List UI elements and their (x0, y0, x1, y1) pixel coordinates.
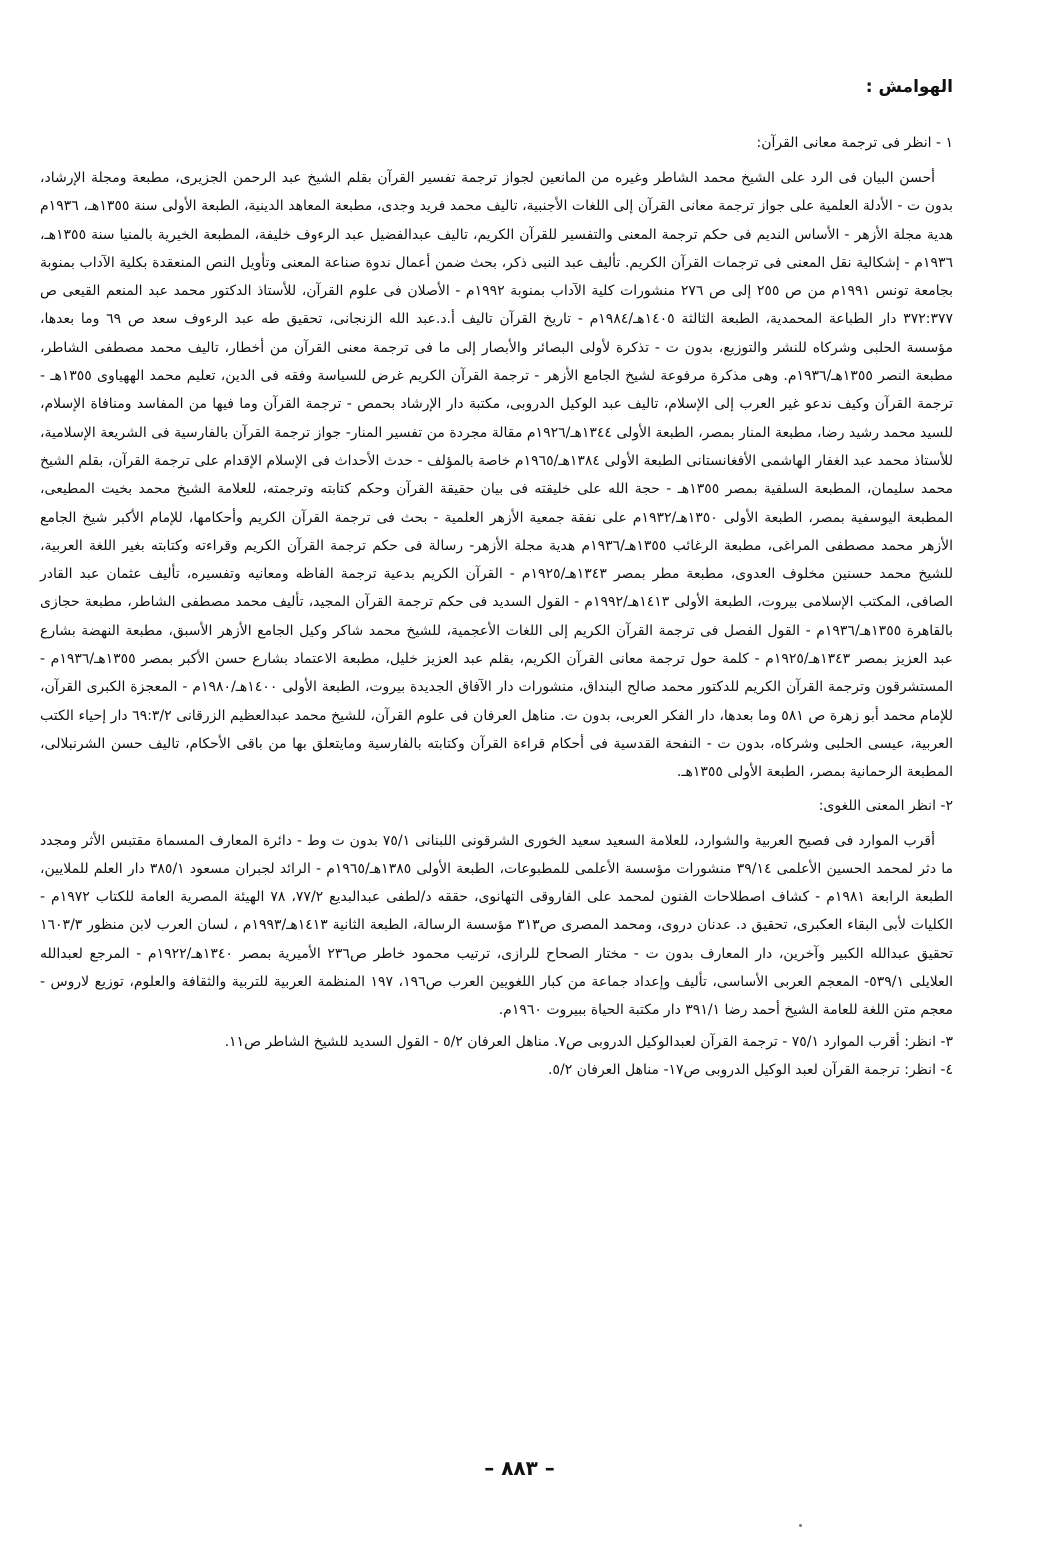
scan-speck (799, 1524, 802, 1527)
footnote-3: ٣- انظر: أقرب الموارد ٧٥/١ - ترجمة القرآن لعبدالوكيل الدروبى ص٧. مناهل العرفان ٥/٢ - القول السديد للشيخ الشاطر ص١١. (224, 1033, 953, 1050)
footnote-2-body: أقرب الموارد فى فصيح العربية والشوارد، للعلامة السعيد سعيد الخورى الشرقونى اللبنانى ٧٥/١ بدون ت وط - دائرة المعارف المسماة مقتبس الأثر ومجدد ما دثر لمحمد الحسين الأعلمى ٣٩/١٤ منشورات مؤسسة الأعلمى للمطبوعات، الطبعة الأولى ١٣٨٥هـ/١٩٦٥م - الرائد لجبران مسعود ٣٨٥/١ دار العلم للملايين، الطبعة الرابعة ١٩٨١م - كشاف اصطلاحات الفنون لمحمد على الفاروقى التهانوى، حققه د/لطفى عبدالبديع ٧٧/٢، ٧٨ الهيئة المصرية العامة للكتاب ١٩٧٢م - الكليات لأبى البقاء العكبرى، تحقيق د. عدنان دروى، ومحمد المصرى ص٣١٣ مؤسسة الرسالة، الطبعة الثانية ١٤١٣هـ/١٩٩٣م ، لسان العرب لابن منظور ١٦٠٣/٣ تحقيق عبدالله الكبير وآخرين، دار المعارف بدون ت - مختار الصحاح للرازى، ترتيب محمود خاطر ص٢٣٦ الأميرية بمصر ١٣٤٠هـ/١٩٢٢م - المرجع لعبدالله العلايلى ٥٣٩/١- المعجم العربى الأساسى، تأليف وإعداد جماعة من كبار اللغويين العرب ص١٩٦، ١٩٧ المنظمة العربية للتربية والثقافة والعلوم، توزيع لاروس - معجم متن اللغة للعامة الشيخ أحمد رضا ٣٩١/١ دار مكتبة الحياة ببيروت ١٩٦٠م. (40, 832, 953, 1019)
footnote-1-body: أحسن البيان فى الرد على الشيخ محمد الشاطر وغيره من المانعين لجواز ترجمة تفسير القرآن بقلم الشيخ عبد الرحمن الجزيرى، مطبعة ومجلة الإرشاد، بدون ت - الأدلة العلمية على جواز ترجمة معانى القرآن إلى اللغات الأجنبية، تاليف محمد فريد وجدى، مطبعة المعاهد الدينية، الطبعة الأولى سنة ١٣٥٥هـ، ١٩٣٦م هدية مجلة الأزهر - الأساس النديم فى حكم ترجمة المعنى والتفسير للقرآن الكريم، تاليف عبدالفضيل عبد الرءوف خليفة، المطبعة الخيرية بالمنيا سنة ١٣٥٥هـ، ١٩٣٦م - إشكالية نقل المعنى فى ترجمات القرآن الكريم. تأليف عبد النبى ذكر، بحث ضمن أعمال ندوة صناعة المعنى وتأويل النص المنعقدة بكلية الآداب بمنوبة بجامعة تونس ١٩٩١م من ص ٢٥٥ إلى ص ٢٧٦ منشورات كلية الآداب بمنوبة ١٩٩٢م - الأصلان فى علوم القرآن، للأستاذ الدكتور محمد عبد المنعم القيعى ص ٣٧٢:٣٧٧ دار الطباعة المحمدية، الطبعة الثالثة ١٤٠٥هـ/١٩٨٤م - تاريخ القرآن تاليف أ.د.عبد الله الزنجانى، تحقيق طه عبد الرءوف سعد ص ٦٩ وما بعدها، مؤسسة الحلبى وشركاه للنشر والتوزيع، بدون ت - تذكرة لأولى البصائر والأبصار إلى ما فى ترجمة معنى القرآن من أخطار، تاليف محمد مصطفى الشاطر، مطبعة النصر ١٣٥٥هـ/١٩٣٦م. وهى مذكرة مرفوعة لشيخ الجامع الأزهر - ترجمة القرآن الكريم غرض للسياسة وفقه فى الدين، تعليم محمد الههياوى ١٣٥٥هـ - ترجمة القرآن وكيف ندعو غير العرب إلى الإسلام، تاليف عبد الوكيل الدروبى، مكتبة دار الإرشاد بحمص - ترجمة القرآن وما فيها من المفاسد ومنافاة الإسلام، للسيد محمد رشيد رضا، مطبعة المنار بمصر، الطبعة الأولى ١٣٤٤هـ/١٩٢٦م مقالة مجردة من تفسير المنار- جواز ترجمة القرآن بالفارسية فى الشريعة الإسلامية، للأستاذ محمد عبد الغفار الهاشمى الأفغانستانى الطبعة الأولى ١٣٨٤هـ/١٩٦٥م خاصة بالمؤلف - حدث الأحداث فى الإسلام الإقدام على ترجمة القرآن، بقلم الشيخ محمد سليمان، المطبعة السلفية بمصر ١٣٥٥هـ - حجة الله على خليقته فى بيان حقيقة القرآن وحكم كتابته وترجمته، للعلامة الشيخ محمد بخيت المطيعى، المطبعة اليوسفية بمصر، الطبعة الأولى ١٣٥٠هـ/١٩٣٢م على نفقة جمعية الأزهر العلمية - بحث فى ترجمة القرآن الكريم وأحكامها، للإمام الأكبر شيخ الجامع الأزهر محمد مصطفى المراغى، مطبعة الرغائب ١٣٥٥هـ/١٩٣٦م هدية مجلة الأزهر- رسالة فى حكم ترجمة القرآن الكريم وقراءته وكتابته بغير اللغة العربية، للشيخ محمد حسنين مخلوف العدوى، مطبعة مطر بمصر ١٣٤٣هـ/١٩٢٥م - القرآن الكريم بدعية ترجمة الفاظه ومعانيه وتفسيره، تأليف عثمان عبد القادر الصافى، المكتب الإسلامى بيروت، الطبعة الأولى ١٤١٣هـ/١٩٩٢م - القول السديد فى حكم ترجمة القرآن المجيد، تأليف محمد مصطفى الشاطر، مطبعة حجازى بالقاهرة ١٣٥٥هـ/١٩٣٦م - القول الفصل فى ترجمة القرآن الكريم إلى اللغات الأعجمية، للشيخ محمد شاكر وكيل الجامع الأزهر الأسبق، مطبعة النهضة بشارع عبد العزيز بمصر ١٣٤٣هـ/١٩٢٥م - كلمة حول ترجمة معانى القرآن الكريم، بقلم عبد العزيز خليل، مطبعة الاعتماد بشارع حسن الأكبر بمصر ١٣٥٥هـ/١٩٣٦م - المستشرقون وترجمة القرآن الكريم للدكتور محمد صالح البنداق، منشورات دار الآفاق الجديدة بيروت، الطبعة الأولى ١٤٠٠هـ/١٩٨٠م - المعجزة الكبرى القرآن، للإمام محمد أبو زهرة ص ٥٨١ وما بعدها، دار الفكر العربى، بدون ت. مناهل العرفان فى علوم القرآن، للشيخ محمد عبدالعظيم الزرقانى ٦٩:٣/٢ دار إحياء الكتب العربية، عيسى الحلبى وشركاه، بدون ت - النفحة القدسية فى أحكام قراءة القرآن وكتابته بالفارسية ومايتعلق بها من باقى الأحكام، تاليف حسن الشرنبلالى، المطبعة الرحمانية بمصر، الطبعة الأولى ١٣٥٥هـ. (40, 170, 954, 781)
footnotes-heading: الهوامش : (865, 77, 953, 97)
footnote-2-title: ٢- انظر المعنى اللغوى: (818, 797, 953, 814)
footnote-4: ٤- انظر: ترجمة القرآن لعبد الوكيل الدروبى ص١٧- مناهل العرفان ٥/٢. (548, 1061, 953, 1078)
footnote-1-title: ١ - انظر فى ترجمة معانى القرآن: (756, 135, 953, 151)
page-number: – ٨٨٣ – (484, 1456, 555, 1480)
